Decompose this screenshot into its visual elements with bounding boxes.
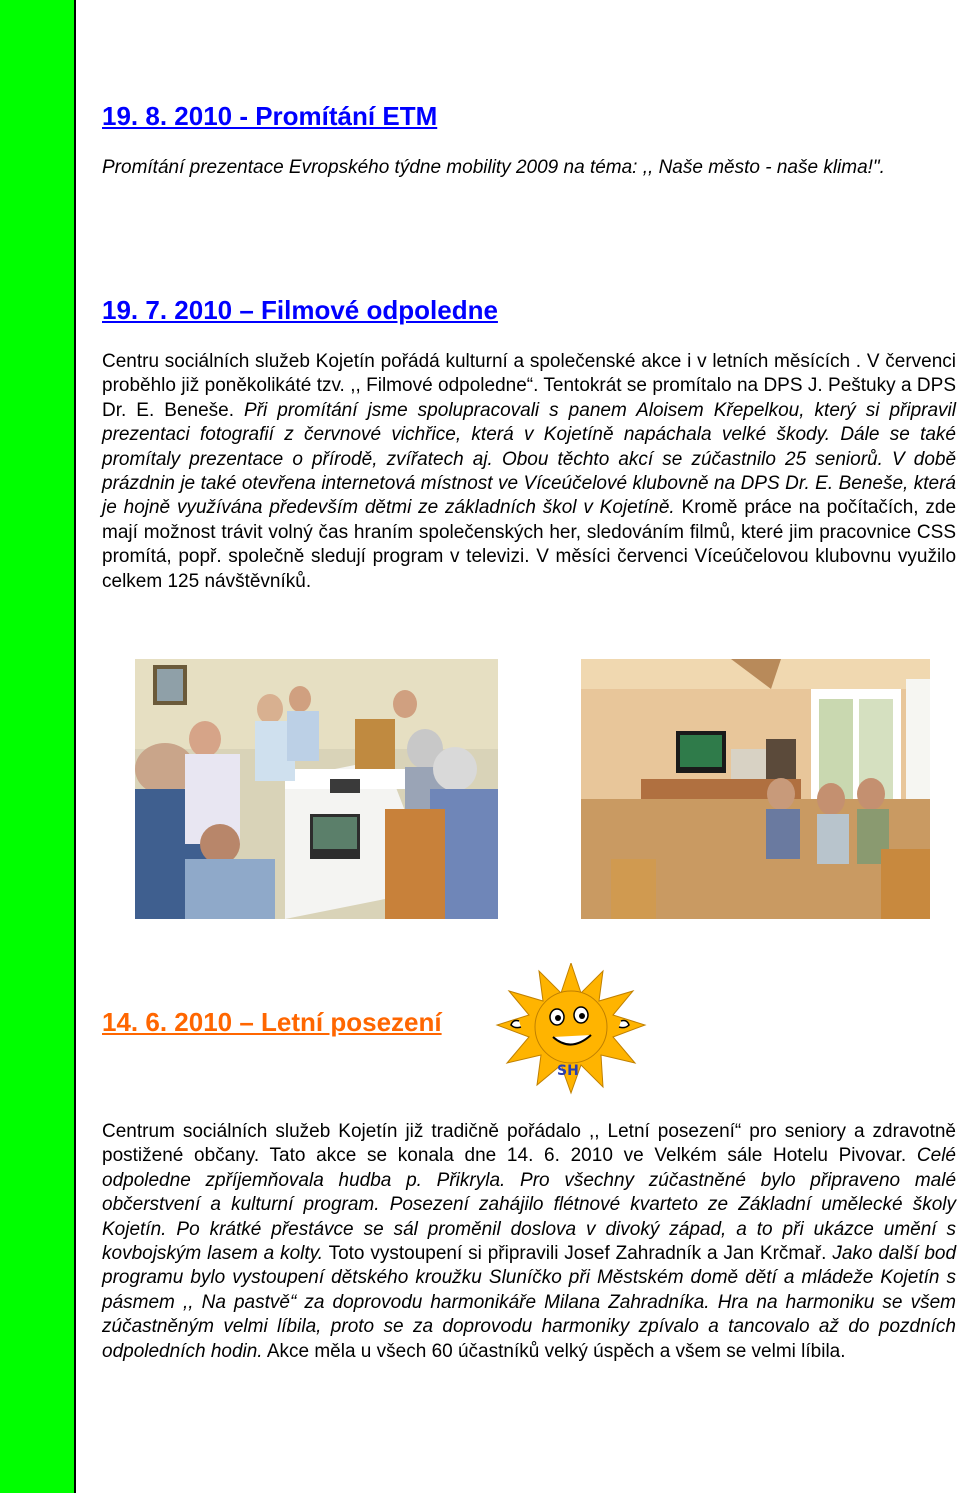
text-sentence: Toto vystoupení si připravili Josef Zahradník a Jan Krčmař. xyxy=(328,1243,827,1265)
section-letni-posezeni-body xyxy=(102,1120,956,1364)
text-sentence: Akce měla u všech 60 účastníků velký úspěch a všem se velmi líbila. xyxy=(266,1340,846,1362)
text-sentence: Kromě práce na počítačích, zde mají možnost trávit volný čas hraním společenských her, sledováním filmů, které jim pracovnice CSS promítá, popř. společně sledují program v televizi. xyxy=(102,497,957,568)
text-sentence: Při promítání jsme spolupracovali s panem Aloisem Křepelkou, který si připravil prezentaci fotografií z červnové vichřice, která v Kojetíně napáchala velké škody. xyxy=(102,399,957,446)
text-sentence: Pro všechny zúčastněné bylo připraveno malé občerstvení a kulturní program. xyxy=(102,1169,957,1216)
text-sentence: Celé odpoledne zpříjemňovala hudba p. Přikryla. xyxy=(102,1145,956,1191)
section-text xyxy=(102,1120,956,1364)
section-promitani-etm xyxy=(102,100,956,180)
photo-club-room-tv xyxy=(581,659,930,919)
text-sentence: Obou těchto akcí se zúčastnilo 25 seniorů. xyxy=(501,448,883,470)
section-heading: 19. 7. 2010 – Filmové odpoledne xyxy=(102,295,498,325)
section-filmove-odpoledne xyxy=(102,294,956,594)
section-heading: 19. 8. 2010 - Promítání ETM xyxy=(102,101,438,131)
text-sentence: Po krátké přestávce se sál proměnil doslova v divoký západ, a to při ukázce umění s kovbojským lasem a kolty. xyxy=(102,1218,957,1265)
photo-film-screening-table xyxy=(135,659,498,919)
text-sentence: V měsíci červenci Víceúčelovou klubovnu využilo celkem 125 návštěvníků. xyxy=(102,546,957,592)
text-sentence: Centrum sociálních služeb Kojetín již tradičně pořádalo ,, Letní posezení“ pro seniory a zdravotně postižené občany. Tato akce se konala dne 14. 6. 2010 ve Velkém sále Hotelu Pivovar. xyxy=(102,1121,956,1167)
text-sentence: Hra na harmoniku se všem zúčastněným velmi líbila, proto se za doprovodu harmoniky zpívalo a tancovalo až do pozdních odpoledních hodin. xyxy=(102,1291,956,1362)
text-sentence: Jako další bod programu bylo vystoupení dětského kroužku Sluníčko při Městském domě dětí a mládeže Kojetín s pásmem ,, Na pastvě“ za doprovodu harmonikáře Milana Zahradníka. xyxy=(102,1243,957,1313)
section-text: Promítání prezentace Evropského týdne mobility 2009 na téma: ,, Naše město - naše klima!". xyxy=(102,157,885,178)
sun-mascot-logo xyxy=(495,963,647,1095)
sidebar-green-bar xyxy=(0,0,76,1493)
text-sentence: Centru sociálních služeb Kojetín pořádá kulturní a společenské akce i v letních měsících . V červenci proběhlo již poněkolikáté tzv. ,, Filmové odpoledne“. Tentokrát se promítalo na DPS J. Peštuky a DPS Dr. E. Beneše. xyxy=(102,351,956,421)
text-sentence: Dále se také promítaly prezentace o přírodě, zvířatech aj. xyxy=(102,424,956,470)
section-heading: 14. 6. 2010 – Letní posezení xyxy=(102,1007,442,1037)
text-sentence: V době prázdnin je také otevřena internetová místnost ve Víceúčelové klubovně na DPS Dr. E. Beneše, která je hojně využívána především dětmi ze základních škol v Kojetíně. xyxy=(102,448,957,519)
text-sentence: Posezení zahájilo flétnové kvarteto ze Základní umělecké školy Kojetín. xyxy=(102,1194,956,1240)
section-text xyxy=(102,350,956,594)
logo-letters: SH xyxy=(557,1063,579,1079)
